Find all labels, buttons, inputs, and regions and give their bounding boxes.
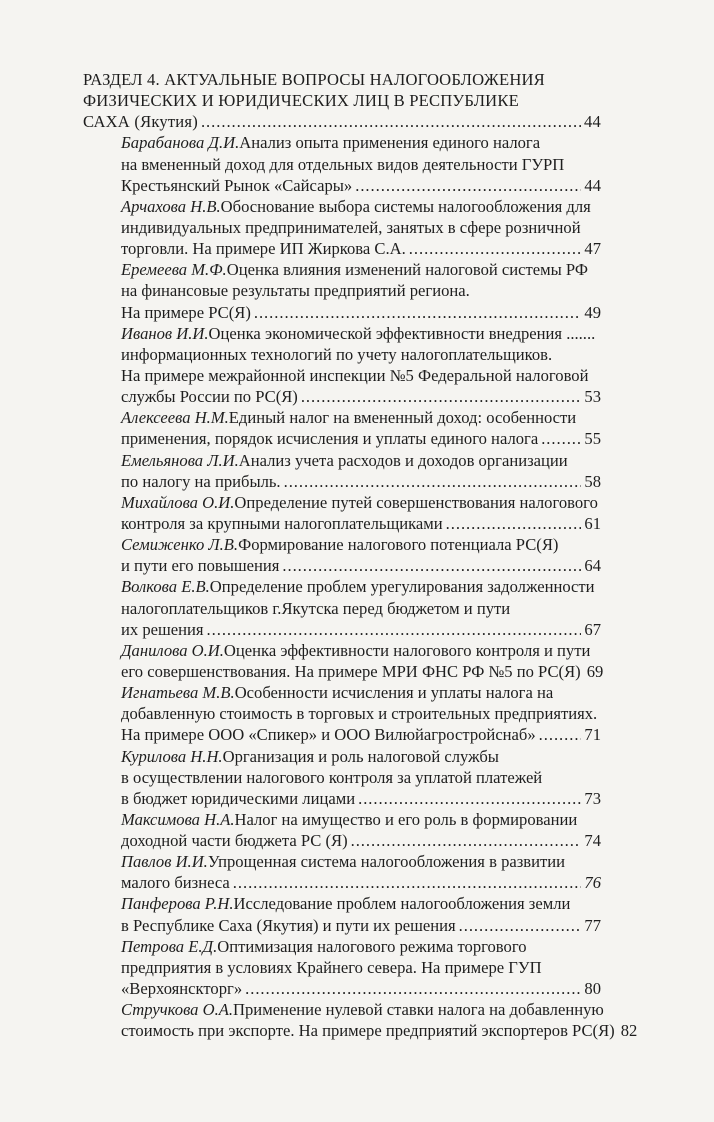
page-number: 58 xyxy=(584,471,601,491)
dot-leader xyxy=(351,830,582,851)
entry-author: Павлов И.И. xyxy=(121,852,208,872)
line-text: службы России по РС(Я) xyxy=(121,387,298,407)
line-text: Организация и роль налоговой службы xyxy=(222,746,499,766)
page-number: 69 xyxy=(586,661,604,681)
line-text: Оптимизация налогового режима торгового xyxy=(217,936,527,956)
toc-line xyxy=(121,830,601,851)
page-number: 47 xyxy=(584,239,601,259)
toc-line xyxy=(121,386,601,407)
heading-line xyxy=(83,69,601,90)
entry-author: Петрова Е.Д. xyxy=(121,936,218,956)
entry-author: Арчахова Н.В. xyxy=(121,196,221,216)
entry-author: Игнатьева М.В. xyxy=(121,683,235,703)
line-text: в осуществлении налогового контроля за уплатой платежей xyxy=(121,767,543,787)
entry-author: Семиженко Л.В. xyxy=(121,535,239,555)
toc-entry xyxy=(83,809,601,851)
toc-entry xyxy=(83,132,601,195)
page-number: 76 xyxy=(584,873,601,893)
toc-line xyxy=(121,767,601,788)
toc-line xyxy=(121,534,601,555)
toc-line xyxy=(121,978,601,999)
section-heading xyxy=(83,69,601,132)
toc-line xyxy=(83,111,601,132)
dot-leader xyxy=(201,111,581,132)
toc-line xyxy=(121,936,601,957)
toc-line xyxy=(121,661,604,682)
dot-leader xyxy=(446,513,582,534)
line-text: РАЗДЕЛ 4. АКТУАЛЬНЫЕ ВОПРОСЫ НАЛОГООБЛОЖЕНИЯ xyxy=(83,70,545,89)
entry-author: Стручкова О.А. xyxy=(121,1000,234,1020)
line-text: «Верхоянскторг» xyxy=(121,979,243,999)
line-text: Упрощенная система налогообложения в развитии xyxy=(207,852,566,872)
line-text: индивидуальных предпринимателей, занятых в сфере розничной xyxy=(121,217,581,237)
page-number: 53 xyxy=(584,387,601,407)
toc-line xyxy=(121,238,601,259)
line-text: На примере ООО «Спикер» и ООО Вилюйагростройснаб» xyxy=(121,725,536,745)
line-text: доходной части бюджета РС (Я) xyxy=(121,831,348,851)
line-text: Применение нулевой ставки налога на добавленную xyxy=(233,1000,604,1020)
line-text: Оценка эффективности налогового контроля и пути xyxy=(223,640,591,660)
entry-author: Данилова О.И. xyxy=(121,640,224,660)
toc-line xyxy=(121,492,601,513)
page-number: 80 xyxy=(584,979,601,999)
line-text: Анализ учета расходов и доходов организации xyxy=(238,450,568,470)
toc-line xyxy=(121,513,601,534)
entry-author: Михайлова О.И. xyxy=(121,492,235,512)
line-text: Крестьянский Рынок «Сайсары» xyxy=(121,175,353,195)
dot-leader xyxy=(539,724,582,745)
toc-entry xyxy=(83,259,601,322)
toc-entry xyxy=(83,936,601,999)
line-text: его совершенствования. На примере МРИ ФНС РФ №5 по РС(Я) xyxy=(121,661,581,681)
page-number: 71 xyxy=(584,725,601,745)
toc-line xyxy=(121,872,601,893)
entry-author: Максимова Н.А. xyxy=(121,809,235,829)
line-text: Особенности исчисления и уплаты налога на xyxy=(234,683,554,703)
line-text: на вмененный доход для отдельных видов деятельности ГУРП xyxy=(121,154,565,174)
toc-line xyxy=(121,682,601,703)
line-text: Формирование налогового потенциала РС(Я) xyxy=(238,535,559,555)
toc-line xyxy=(121,471,601,492)
line-text: САХА (Якутия) xyxy=(83,112,198,132)
toc-entry xyxy=(83,323,601,408)
toc-line xyxy=(121,788,601,809)
line-text: Обоснование выбора системы налогообложения для xyxy=(220,196,591,216)
toc-line xyxy=(121,724,601,745)
toc-entry xyxy=(83,746,601,809)
page-number: 64 xyxy=(584,556,601,576)
toc-line xyxy=(121,302,601,323)
page-number: 73 xyxy=(584,788,601,808)
toc-line xyxy=(121,450,601,471)
entry-author: Волкова Е.В. xyxy=(121,577,210,597)
line-text: На примере межрайонной инспекции №5 Федеральной налоговой xyxy=(121,365,589,385)
line-text: в Республике Саха (Якутия) и пути их решения xyxy=(121,915,456,935)
dot-leader xyxy=(245,978,581,999)
line-text: предприятия в условиях Крайнего севера. На примере ГУП xyxy=(121,957,542,977)
toc-line xyxy=(121,323,601,344)
line-text: налогоплательщиков г.Якутска перед бюджетом и пути xyxy=(121,598,511,618)
toc-line xyxy=(121,154,601,175)
line-text: Определение проблем урегулирования задолженности xyxy=(209,577,595,597)
toc-line xyxy=(121,365,601,386)
page-number: 77 xyxy=(584,915,601,935)
toc-line xyxy=(121,259,601,280)
line-text: Исследование проблем налогообложения земли xyxy=(233,894,571,914)
page-number: 55 xyxy=(584,429,601,449)
entry-author: Еремеева М.Ф. xyxy=(121,260,227,280)
page-number: 67 xyxy=(584,619,601,639)
entry-author: Емельянова Л.И. xyxy=(121,450,239,470)
table-of-contents xyxy=(83,69,638,1041)
toc-line xyxy=(121,746,601,767)
dot-leader xyxy=(233,872,582,893)
dot-leader xyxy=(358,788,581,809)
page-number: 44 xyxy=(584,175,601,195)
line-text: контроля за крупными налогоплательщиками xyxy=(121,513,443,533)
page-number: 44 xyxy=(584,112,601,132)
toc-entry xyxy=(83,407,601,449)
dot-leader xyxy=(207,619,582,640)
toc-line xyxy=(121,999,604,1020)
line-text: Единый налог на вмененный доход: особенности xyxy=(228,408,577,428)
line-text: Налог на имущество и его роль в формировании xyxy=(234,809,578,829)
line-text: Оценка экономической эффективности внедрения ....... xyxy=(208,323,596,343)
entry-author: Курилова Н.Н. xyxy=(121,746,223,766)
toc-line xyxy=(121,280,601,301)
toc-entry xyxy=(83,851,601,893)
toc-line xyxy=(121,809,601,830)
line-text: Оценка влияния изменений налоговой системы РФ xyxy=(226,260,588,280)
toc-entry xyxy=(83,682,601,745)
line-text: на финансовые результаты предприятий региона. xyxy=(121,281,470,301)
entry-author: Барабанова Д.И. xyxy=(121,133,240,153)
line-text: их решения xyxy=(121,619,204,639)
toc-line xyxy=(121,217,601,238)
toc-line xyxy=(121,640,601,661)
dot-leader xyxy=(254,302,582,323)
page-number: 49 xyxy=(584,302,601,322)
heading-line xyxy=(83,90,601,111)
line-text: добавленную стоимость в торговых и строительных предприятиях. xyxy=(121,704,598,724)
dot-leader xyxy=(355,175,581,196)
line-text: в бюджет юридическими лицами xyxy=(121,788,356,808)
dot-leader xyxy=(282,555,581,576)
toc-line xyxy=(121,619,601,640)
toc-line xyxy=(121,703,601,724)
line-text: стоимость при экспорте. На примере предприятий экспортеров РС(Я) xyxy=(121,1021,615,1041)
toc-entry xyxy=(83,492,601,534)
line-text: информационных технологий по учету налогоплательщиков. xyxy=(121,344,553,364)
toc-line xyxy=(121,175,601,196)
line-text: На примере РС(Я) xyxy=(121,302,251,322)
toc-entry xyxy=(83,999,638,1041)
toc-line xyxy=(121,407,601,428)
dot-leader xyxy=(541,428,581,449)
line-text: Анализ опыта применения единого налога xyxy=(239,133,541,153)
entry-author: Алексеева Н.М. xyxy=(121,408,229,428)
toc-line xyxy=(121,851,601,872)
toc-entry xyxy=(83,450,601,492)
toc-line xyxy=(121,132,601,153)
entry-author: Панферова Р.Н. xyxy=(121,894,234,914)
toc-line xyxy=(121,428,601,449)
dot-leader xyxy=(409,238,582,259)
line-text: применения, порядок исчисления и уплаты единого налога xyxy=(121,429,539,449)
toc-line xyxy=(121,893,601,914)
line-text: малого бизнеса xyxy=(121,873,230,893)
toc-line xyxy=(121,555,601,576)
toc-entry xyxy=(83,196,601,259)
page-number: 61 xyxy=(584,513,601,533)
toc-line xyxy=(121,576,601,597)
toc-line xyxy=(121,344,601,365)
line-text: торговли. На примере ИП Жиркова С.А. xyxy=(121,239,406,259)
entry-author: Иванов И.И. xyxy=(121,323,209,343)
toc-line xyxy=(121,598,601,619)
dot-leader xyxy=(284,471,582,492)
dot-leader xyxy=(459,915,582,936)
dot-leader xyxy=(301,386,582,407)
page-number: 82 xyxy=(620,1021,638,1041)
toc-line xyxy=(121,915,601,936)
line-text: ФИЗИЧЕСКИХ И ЮРИДИЧЕСКИХ ЛИЦ В РЕСПУБЛИКЕ xyxy=(83,91,519,111)
toc-line xyxy=(121,1020,638,1041)
toc-entry xyxy=(83,534,601,576)
line-text: по налогу на прибыль. xyxy=(121,471,281,491)
toc-entry xyxy=(83,576,601,639)
line-text: и пути его повышения xyxy=(121,556,280,576)
toc-entry xyxy=(83,640,604,682)
toc-line xyxy=(121,957,601,978)
page-number: 74 xyxy=(584,831,601,851)
line-text: Определение путей совершенствования налогового xyxy=(234,492,598,512)
toc-line xyxy=(121,196,601,217)
toc-entry xyxy=(83,893,601,935)
